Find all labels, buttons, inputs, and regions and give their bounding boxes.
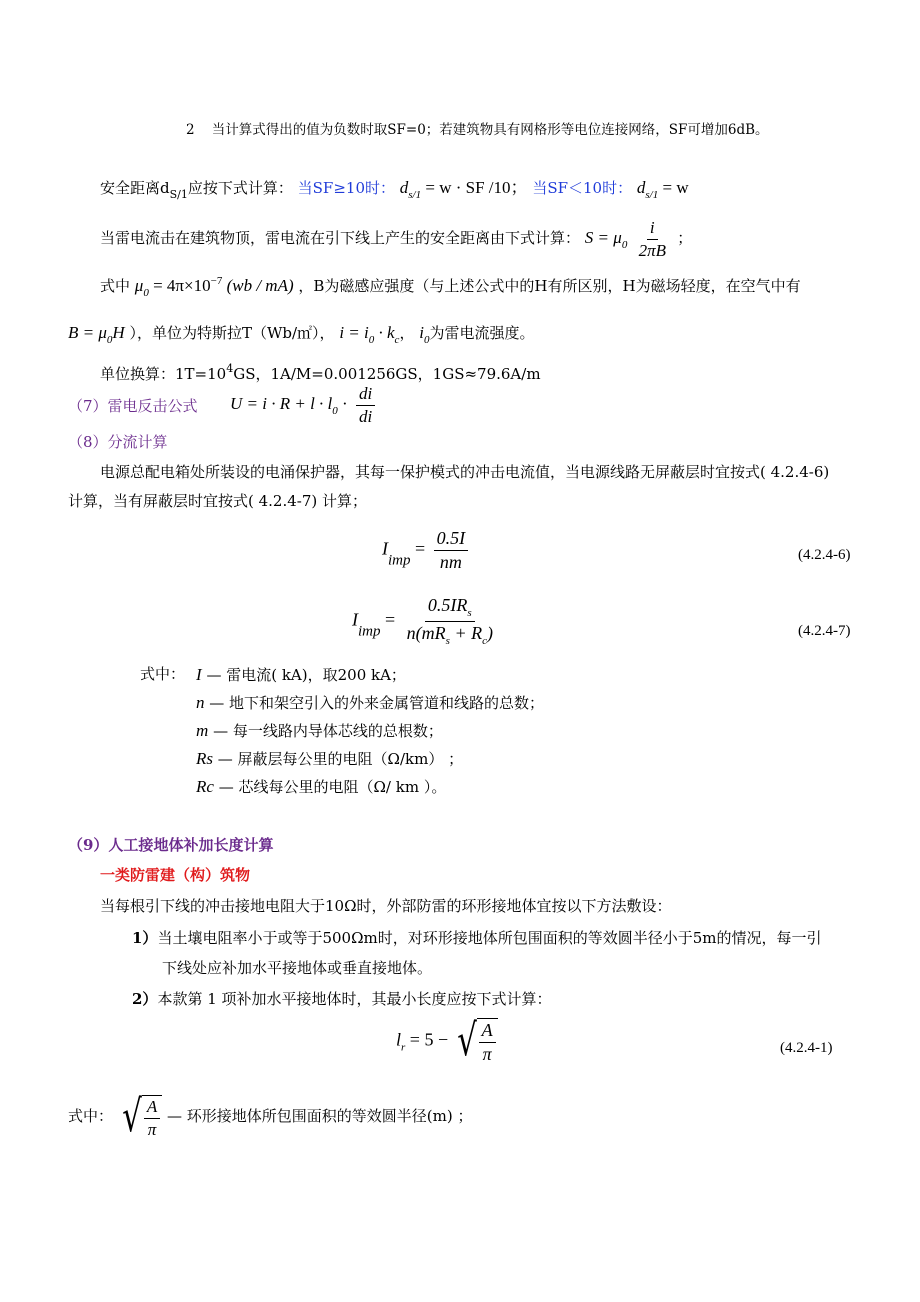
units-text-b: GS，1A/M=0.001256GS，1GS≈79.6A/m	[233, 365, 541, 383]
safety-distance-line	[100, 178, 689, 202]
def-item-i: I — 雷电流( kA)，取200 kA；	[196, 665, 406, 684]
i-formula: $i = i_0 \cdot k_c$	[339, 323, 400, 346]
def-item-rs: Rs — 屏蔽层每公里的电阻（Ω/km） ；	[196, 749, 464, 768]
lightning-tail: ；	[677, 228, 693, 247]
equation-4-2-4-7: $I_{imp}$ = $\frac{0.5IR_s}{n(mR_s + R_c)}$	[352, 595, 493, 647]
lightning-line	[100, 218, 692, 260]
safety-case2: 当SF＜10时：	[532, 179, 633, 197]
units-sup: 4	[226, 362, 234, 375]
section-8-para2: 计算，当有屏蔽层时宜按式( 4.2.4-7) 计算；	[68, 492, 368, 510]
equation-4-2-4-6: $I_{imp}$ = $\frac{0.5I}{nm}$	[382, 528, 472, 572]
lightning-text: 当雷电流击在建筑物顶，雷电流在引下线上产生的安全距离由下式计算：	[100, 228, 581, 247]
defs-prefix: 式中：	[140, 665, 186, 683]
equation-4-2-4-1: $l_r = 5$ − √ $\frac{A}{\pi}$	[396, 1018, 498, 1064]
section-9-heading: （9）人工接地体补加长度计算	[68, 836, 274, 854]
equation-number-7: (4.2.4-7)	[798, 623, 851, 639]
safety-formula1: $d_{s/1} = w$ · SF /10；	[399, 178, 528, 201]
lightning-formula: $S = \mu_0$ $\frac{i}{2\pi B}$	[584, 218, 666, 260]
safety-lead: 安全距离d	[100, 179, 170, 197]
section-8-heading	[68, 433, 168, 451]
equation-number-6: (4.2.4-6)	[798, 547, 851, 563]
section-9-item1: 1）当土壤电阻率小于或等于500Ωm时，对环形接地体所包围面积的等效圆半径小于5m的情况，每一引	[132, 929, 822, 947]
section-9-item2: 2）本款第 1 项补加水平接地体时，其最小长度应按下式计算：	[132, 990, 552, 1008]
where2-text2: ，	[399, 324, 415, 342]
safety-lead-tail: 应按下式计算：	[187, 179, 293, 197]
def-item-m: m — 每一线路内导体芯线的总根数；	[196, 721, 443, 740]
units-line	[100, 362, 541, 383]
section-7-label: （7）雷电反击公式	[68, 397, 198, 415]
note-text: 当计算式得出的值为负数时取SF=0；若建筑物具有网格形等电位连接网络，SF可增加6dB。	[211, 122, 769, 138]
mu-formula: $\mu_0 = 4\pi\times 10^{-7}$ (wb / mA)	[134, 275, 294, 299]
note-number: 2	[186, 122, 195, 138]
b-formula: $B = \mu_0H$	[68, 323, 125, 346]
def-item-rc: Rc — 芯线每公里的电阻（Ω/ km ）。	[196, 777, 447, 796]
section-8-para1: 电源总配电箱处所装设的电涌保护器，其每一保护模式的冲击电流值，当电源线路无屏蔽层时宜按式( 4.2.4-6)	[100, 463, 830, 481]
safety-lead-sub: S/1	[169, 188, 188, 201]
where-prefix: 式中	[100, 277, 131, 295]
where-mu-line	[100, 275, 801, 300]
sqrt-symbol: √ $\frac{A}{\pi}$	[453, 1018, 498, 1064]
section-9-subheading: 一类防雷建（构）筑物	[100, 866, 251, 884]
where2-text1: ），单位为特斯拉T（Wb/㎡），	[129, 324, 335, 342]
where-text: ，B为磁感应强度（与上述公式中的H有所区别，H为磁场轻度，在空气中有	[298, 277, 801, 295]
safety-formula2: $d_{s/1} = w$	[636, 178, 689, 201]
final-sqrt: √ $\frac{A}{\pi}$	[118, 1095, 162, 1139]
where2-text3: 为雷电流强度。	[429, 324, 535, 342]
final-prefix: 式中：	[68, 1107, 114, 1126]
i0-symbol: $i_0$	[419, 323, 430, 346]
final-line	[68, 1091, 473, 1143]
section-9-intro: 当每根引下线的冲击接地电阻大于10Ω时，外部防雷的环形接地体宜按以下方法敷设：	[100, 897, 672, 915]
section-7-formula: $U = i \cdot R + l \cdot l_0$ · $\frac{di}{di}$	[230, 384, 379, 426]
section-9-item1-cont: 下线处应补加水平接地体或垂直接地体。	[162, 959, 433, 977]
note-line	[186, 122, 769, 138]
equation-number-1: (4.2.4-1)	[780, 1040, 833, 1056]
section-8-label: （8）分流计算	[68, 433, 168, 451]
final-text: — 环形接地体所包围面积的等效圆半径(m) ；	[167, 1107, 473, 1126]
safety-case1: 当SF≥10时：	[297, 179, 395, 197]
units-text-a: 单位换算：1T=10	[100, 365, 227, 383]
where-b-line	[68, 323, 534, 347]
def-item-n: n — 地下和架空引入的外来金属管道和线路的总数；	[196, 693, 545, 712]
section-7-heading	[68, 397, 198, 415]
